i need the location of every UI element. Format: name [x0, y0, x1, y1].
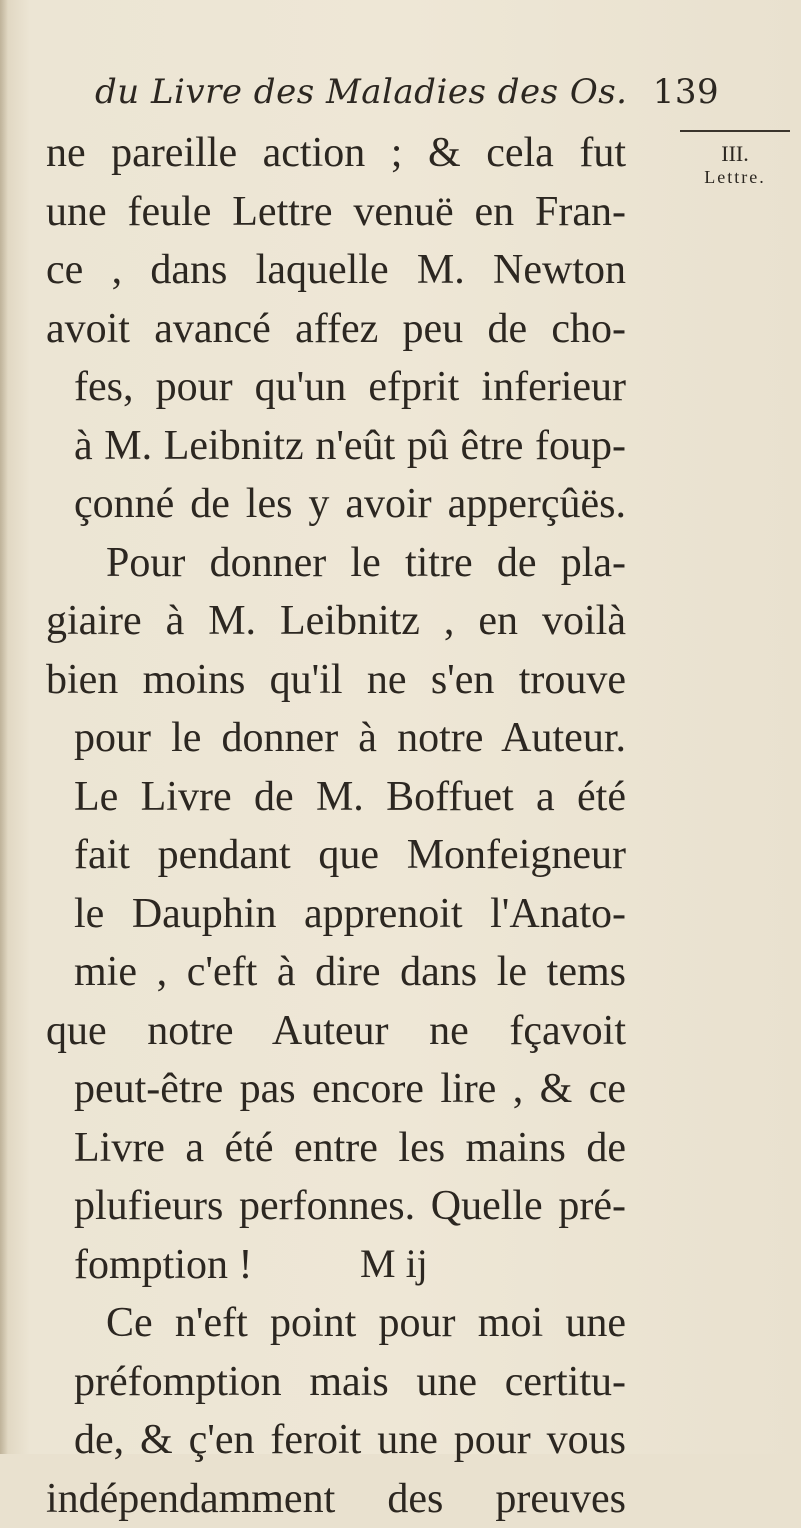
margin-note-number: III. — [680, 142, 790, 166]
text-line: de, & ç'en feroit une pour vous — [46, 1411, 626, 1470]
page-number: 139 — [653, 72, 719, 112]
text-line: à M. Leibnitz n'eût pû être foup- — [46, 417, 626, 476]
text-line: préfomption mais une certitu- — [46, 1353, 626, 1412]
text-line: que notre Auteur ne fçavoit — [46, 1002, 626, 1061]
text-line: fait pendant que Monfeigneur — [46, 826, 626, 885]
text-line: plufieurs perfonnes. Quelle pré- — [46, 1177, 626, 1236]
page-gutter-shadow — [0, 0, 8, 1454]
text-line: fes, pour qu'un efprit inferieur — [46, 358, 626, 417]
text-line: le Dauphin apprenoit l'Anato- — [46, 885, 626, 944]
text-line: Ce n'eft point pour moi une — [46, 1294, 626, 1353]
text-line: çonné de les y avoir apperçûës. — [46, 475, 626, 534]
text-line: giaire à M. Leibnitz , en voilà — [46, 592, 626, 651]
running-header — [95, 72, 719, 112]
text-line: Livre a été entre les mains de — [46, 1119, 626, 1178]
margin-rule — [680, 130, 790, 132]
text-line: mie , c'eft à dire dans le tems — [46, 943, 626, 1002]
body-text — [46, 124, 626, 1528]
text-line: avoit avancé affez peu de cho- — [46, 300, 626, 359]
margin-note — [680, 130, 790, 188]
margin-note-label: Lettre. — [680, 166, 790, 188]
text-line: ne pareille action ; & cela fut — [46, 124, 626, 183]
running-title: du Livre des Maladies des Os. — [95, 72, 627, 112]
text-line: bien moins qu'il ne s'en trouve — [46, 651, 626, 710]
text-line: Pour donner le titre de pla- — [46, 534, 626, 593]
text-line: pour le donner à notre Auteur. — [46, 709, 626, 768]
text-line: fomption ! — [46, 1236, 626, 1295]
text-line: ce , dans laquelle M. Newton — [46, 241, 626, 300]
text-line: une feule Lettre venuë en Fran- — [46, 183, 626, 242]
signature-mark: M ij — [360, 1240, 428, 1287]
text-line: indépendamment des preuves — [46, 1470, 626, 1528]
text-line: peut-être pas encore lire , & ce — [46, 1060, 626, 1119]
text-line: Le Livre de M. Boffuet a été — [46, 768, 626, 827]
